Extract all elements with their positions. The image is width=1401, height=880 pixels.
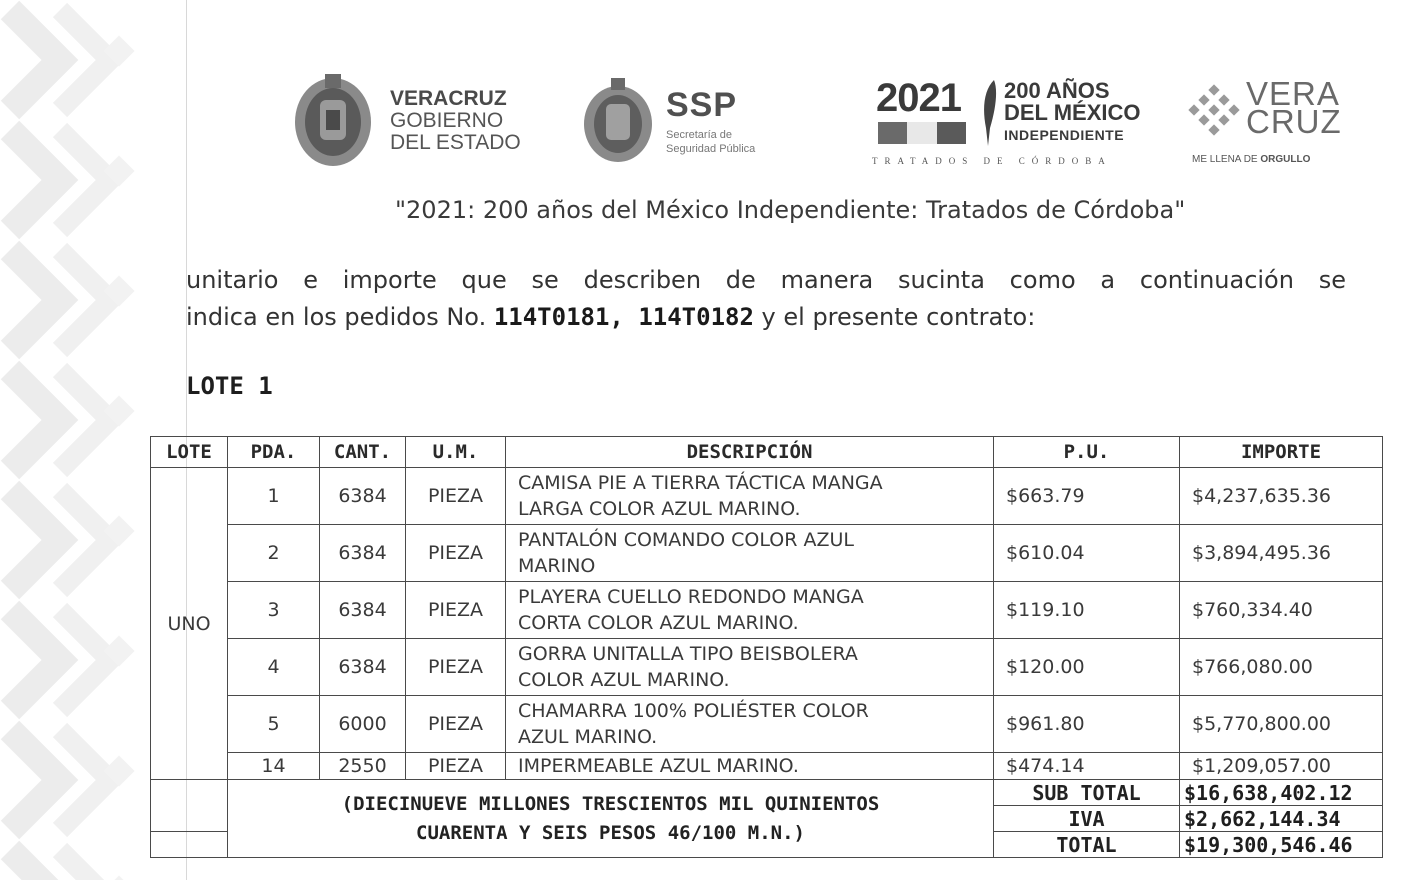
desc-cell — [506, 582, 994, 639]
header-importe: IMPORTE — [1180, 437, 1383, 468]
ssp-logo — [578, 76, 798, 166]
desc-line1: PANTALÓN COMANDO COLOR AZUL — [518, 529, 854, 551]
subtotal-value: $16,638,402.12 — [1180, 780, 1383, 806]
pu-cell: $119.10 — [994, 582, 1180, 639]
gov-line2: GOBIERNO — [390, 109, 504, 132]
desc-line2: MARINO — [518, 555, 596, 577]
desc-line2: CORTA COLOR AZUL MARINO. — [518, 612, 799, 634]
header-um: U.M. — [406, 437, 506, 468]
header-descripcion: DESCRIPCIÓN — [506, 437, 994, 468]
cant-cell: 6384 — [320, 525, 406, 582]
desc-line2: LARGA COLOR AZUL MARINO. — [518, 498, 801, 520]
state-crest-icon — [290, 70, 376, 170]
importe-cell: $1,209,057.00 — [1180, 753, 1383, 780]
table-row — [151, 753, 1383, 780]
pu-cell: $610.04 — [994, 525, 1180, 582]
empty-cell — [151, 780, 228, 832]
total-label: TOTAL — [994, 832, 1180, 858]
importe-cell: $5,770,800.00 — [1180, 696, 1383, 753]
cant-cell: 6384 — [320, 582, 406, 639]
veracruz-government-logo — [290, 70, 530, 170]
iva-label: IVA — [994, 806, 1180, 832]
ssp-subtitle-1: Secretaría de — [666, 129, 733, 141]
veracruz-brand-logo — [1188, 75, 1348, 172]
header-lote: LOTE — [151, 437, 228, 468]
empty-cell — [151, 832, 228, 858]
items-table — [150, 436, 1383, 858]
pu-cell: $474.14 — [994, 753, 1180, 780]
total-value: $19,300,546.46 — [1180, 832, 1383, 858]
pattern-icon — [1188, 84, 1240, 136]
ssp-subtitle-2: Seguridad Pública — [666, 143, 756, 155]
tagline-part2: ORGULLO — [1260, 154, 1311, 165]
header-pu: P.U. — [994, 437, 1180, 468]
desc-line1: GORRA UNITALLA TIPO BEISBOLERA — [518, 643, 858, 665]
amount-words-line2: CUARENTA Y SEIS PESOS 46/100 M.N.) — [416, 821, 805, 844]
quill-icon — [976, 78, 1000, 148]
order-numbers: 114T0181, 114T0182 — [493, 303, 754, 331]
pu-cell: $663.79 — [994, 468, 1180, 525]
desc-cell — [506, 468, 994, 525]
table-row — [151, 696, 1383, 753]
um-cell: PIEZA — [406, 753, 506, 780]
pda-cell: 5 — [228, 696, 320, 753]
desc-line2: COLOR AZUL MARINO. — [518, 669, 730, 691]
um-cell: PIEZA — [406, 468, 506, 525]
lote-cell: UNO — [151, 468, 228, 780]
tagline-part1: ME LLENA DE — [1192, 154, 1261, 165]
um-cell: PIEZA — [406, 582, 506, 639]
table-row — [151, 639, 1383, 696]
cant-cell: 6384 — [320, 639, 406, 696]
table-row — [151, 582, 1383, 639]
cant-cell: 6384 — [320, 468, 406, 525]
um-cell: PIEZA — [406, 525, 506, 582]
cant-cell: 2550 — [320, 753, 406, 780]
ssp-title: SSP — [666, 86, 738, 124]
desc-cell — [506, 696, 994, 753]
importe-cell: $3,894,495.36 — [1180, 525, 1383, 582]
amount-in-words — [228, 780, 994, 858]
pu-cell: $120.00 — [994, 639, 1180, 696]
anios-line1: 200 AÑOS — [1004, 78, 1110, 103]
ssp-crest-icon — [578, 76, 658, 166]
desc-line1: PLAYERA CUELLO REDONDO MANGA — [518, 586, 864, 608]
table-row — [151, 525, 1383, 582]
table-row — [151, 468, 1383, 525]
pda-cell: 3 — [228, 582, 320, 639]
importe-cell: $4,237,635.36 — [1180, 468, 1383, 525]
pda-cell: 2 — [228, 525, 320, 582]
bicentennial-logo — [872, 74, 1142, 174]
pda-cell: 4 — [228, 639, 320, 696]
year-motto: "2021: 200 años del México Independiente: Tratados de Córdoba" — [395, 196, 1186, 224]
paragraph-line1: unitario e importe que se describen de manera sucinta como a continuación se — [186, 266, 1346, 294]
tagline — [1192, 154, 1310, 165]
flag-icon — [878, 122, 966, 144]
pda-cell: 14 — [228, 753, 320, 780]
importe-cell: $760,334.40 — [1180, 582, 1383, 639]
table-header-row — [151, 437, 1383, 468]
desc-cell: IMPERMEABLE AZUL MARINO. — [506, 753, 994, 780]
subtotal-row — [151, 780, 1383, 806]
paragraph-line2-end: y el presente contrato: — [753, 303, 1036, 331]
subtotal-label: SUB TOTAL — [994, 780, 1180, 806]
desc-line1: CAMISA PIE A TIERRA TÁCTICA MANGA — [518, 472, 883, 494]
header-cant: CANT. — [320, 437, 406, 468]
amount-words-line1: (DIECINUEVE MILLONES TRESCIENTOS MIL QUINIENTOS — [341, 792, 880, 815]
iva-value: $2,662,144.34 — [1180, 806, 1383, 832]
vera-line1: VERA — [1246, 75, 1340, 112]
tratados-label: TRATADOS DE CÓRDOBA — [872, 156, 1112, 166]
cant-cell: 6000 — [320, 696, 406, 753]
gov-name: VERACRUZ — [390, 87, 507, 110]
gov-line3: DEL ESTADO — [390, 131, 521, 154]
desc-cell — [506, 525, 994, 582]
importe-cell: $766,080.00 — [1180, 639, 1383, 696]
pda-cell: 1 — [228, 468, 320, 525]
year-label: 2021 — [876, 76, 961, 120]
pu-cell: $961.80 — [994, 696, 1180, 753]
anios-line2: DEL MÉXICO — [1004, 100, 1141, 125]
anios-line3: INDEPENDIENTE — [1004, 127, 1125, 143]
vera-line2: CRUZ — [1246, 103, 1342, 140]
header-pda: PDA. — [228, 437, 320, 468]
lote-title: LOTE 1 — [186, 372, 273, 400]
um-cell: PIEZA — [406, 639, 506, 696]
decorative-border-pattern — [0, 0, 150, 880]
um-cell: PIEZA — [406, 696, 506, 753]
desc-line2: AZUL MARINO. — [518, 726, 658, 748]
desc-line1: CHAMARRA 100% POLIÉSTER COLOR — [518, 700, 869, 722]
paragraph-line2-start: indica en los pedidos No. — [186, 303, 494, 331]
contract-paragraph — [186, 262, 1346, 336]
desc-cell — [506, 639, 994, 696]
